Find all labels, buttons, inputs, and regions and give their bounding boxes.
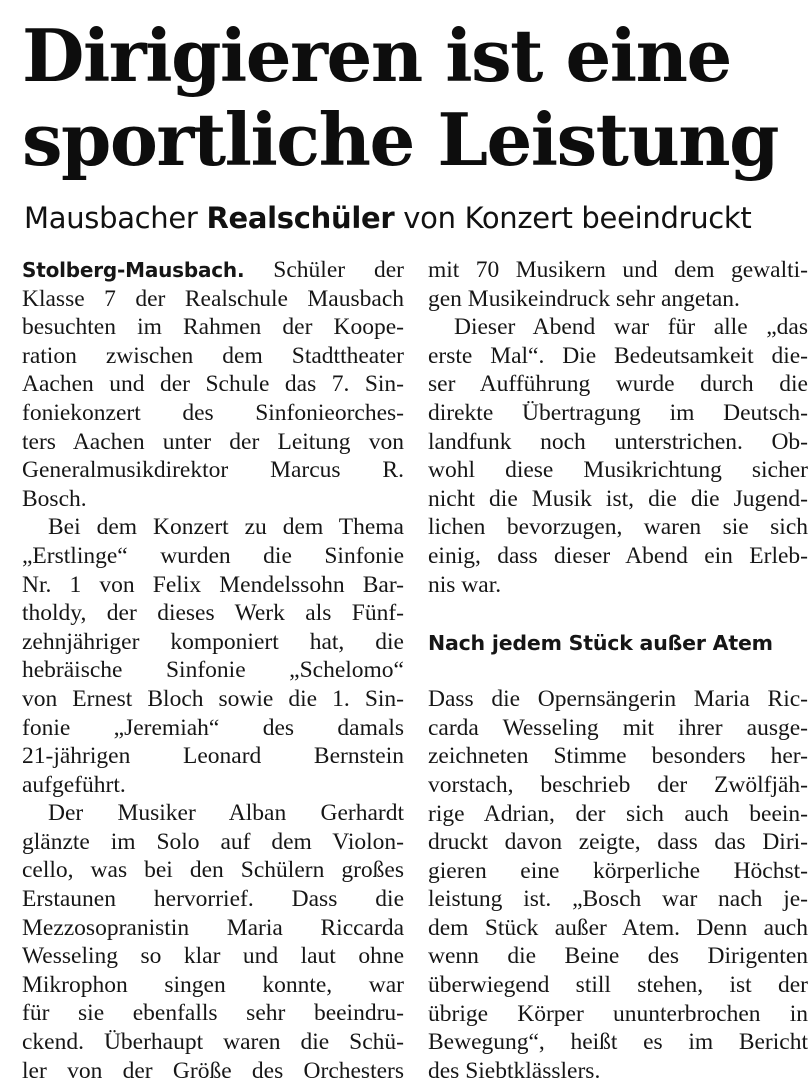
text-line: vorstach, beschrieb der Zwölfjäh- (428, 771, 808, 798)
spacer (428, 599, 808, 627)
text-line: druckt davon zeigte, dass das Diri- (428, 829, 808, 856)
subheadline-part-2: von Konzert beeindruckt (394, 201, 752, 235)
text-line: lichen bevorzugen, waren sie sich (428, 514, 808, 541)
paragraph (22, 513, 404, 799)
text-line: Wesseling so klar und laut ohne (22, 943, 404, 970)
paragraph (428, 313, 808, 599)
text-line: wohl diese Musikrichtung sicher (428, 457, 808, 484)
spacer (428, 659, 808, 685)
paragraph (428, 685, 808, 1085)
subheadline-emphasis: Realschüler (206, 201, 395, 235)
text-line: Dieser Abend war für alle „das (454, 314, 808, 341)
text-line: direkte Übertragung im Deutsch- (428, 399, 808, 426)
section-subhead: Nach jedem Stück außer Atem (428, 631, 773, 656)
text-line: Bewegung“, heißt es im Bericht (428, 1029, 808, 1056)
text-line: 21-jährigen Leonard Bernstein (22, 743, 404, 770)
right-column (428, 256, 808, 1085)
text-line: ration zwischen dem Stadttheater (22, 342, 404, 369)
text-line: des Siebtklässlers. (428, 1057, 601, 1084)
text-line: übrige Körper ununterbrochen in (428, 1000, 808, 1027)
left-column (22, 256, 404, 1085)
text-line: Generalmusikdirektor Marcus R. (22, 457, 404, 484)
text-line: Mezzosopranistin Maria Riccarda (22, 914, 404, 941)
text-line: wenn die Beine des Dirigenten (428, 943, 808, 970)
text-line: gieren eine körperliche Höchst- (428, 857, 808, 884)
text-line: Aachen und der Schule das 7. Sin- (22, 371, 404, 398)
text-line: tholdy, der dieses Werk als Fünf- (22, 600, 404, 627)
text-line: cello, was bei den Schülern großes (22, 857, 404, 884)
text-line: aufgeführt. (22, 771, 126, 798)
paragraph (22, 285, 404, 514)
text-line: zehnjähriger komponiert hat, die (22, 628, 404, 655)
text-line: Klasse 7 der Realschule Mausbach (22, 285, 404, 312)
text-line: hebräische Sinfonie „Schelomo“ (22, 657, 404, 684)
text-line-rest: Schüler der (273, 257, 404, 283)
text-line: ser Aufführung wurde durch die (428, 371, 808, 398)
text-line: besuchten im Rahmen der Koope- (22, 314, 404, 341)
text-line: für sie ebenfalls sehr beeindru- (22, 1000, 404, 1027)
text-line: dem Stück außer Atem. Denn auch (428, 914, 808, 941)
text-line: einig, dass dieser Abend ein Erleb- (428, 542, 808, 569)
text-line: Bei dem Konzert zu dem Thema (48, 514, 404, 541)
text-line: gen Musikeindruck sehr angetan. (428, 285, 740, 312)
text-line: fonie „Jeremiah“ des damals (22, 714, 404, 741)
text-line: leistung ist. „Bosch war nach je- (428, 886, 808, 913)
text-line (22, 256, 404, 285)
text-line: foniekonzert des Sinfonieorches- (22, 399, 404, 426)
text-line: Bosch. (22, 485, 87, 512)
text-line: Mikrophon singen konnte, war (22, 971, 404, 998)
paragraph (22, 799, 404, 1085)
text-line: Nr. 1 von Felix Mendelssohn Bar- (22, 571, 404, 598)
text-line: mit 70 Musikern und dem gewalti- (428, 257, 808, 283)
subheadline-part-1: Mausbacher (24, 201, 207, 235)
headline-line-2: sportliche Leistung (22, 97, 778, 182)
text-line: überwiegend still stehen, ist der (428, 972, 808, 999)
text-line: erste Mal“. Die Bedeutsamkeit die- (428, 342, 808, 369)
paragraph (428, 256, 808, 313)
article-subheadline (24, 198, 804, 238)
text-line: nis war. (428, 571, 502, 598)
text-line: ler von der Größe des Orchesters (22, 1057, 404, 1084)
article-headline (22, 14, 802, 182)
text-line: „Erstlinge“ wurden die Sinfonie (22, 542, 404, 569)
text-line: ters Aachen unter der Leitung von (22, 428, 404, 455)
text-line: rige Adrian, der sich auch beein- (428, 800, 808, 827)
text-line: carda Wesseling mit ihrer ausge- (428, 714, 808, 741)
text-line: glänzte im Solo auf dem Violon- (22, 828, 404, 855)
text-line: von Ernest Bloch sowie die 1. Sin- (22, 685, 404, 712)
text-line: Dass die Opernsängerin Maria Ric- (428, 686, 808, 713)
text-line: nicht die Musik ist, die die Jugend- (428, 485, 808, 512)
headline-line-1: Dirigieren ist eine (22, 13, 731, 98)
dateline: Stolberg-Mausbach. (22, 258, 245, 282)
text-line: ckend. Überhaupt waren die Schü- (22, 1029, 404, 1056)
text-line: Erstaunen hervorrief. Dass die (22, 886, 404, 913)
text-line: zeichneten Stimme besonders her- (428, 743, 808, 770)
text-line: landfunk noch unterstrichen. Ob- (428, 428, 808, 455)
text-line: Der Musiker Alban Gerhardt (48, 800, 404, 827)
